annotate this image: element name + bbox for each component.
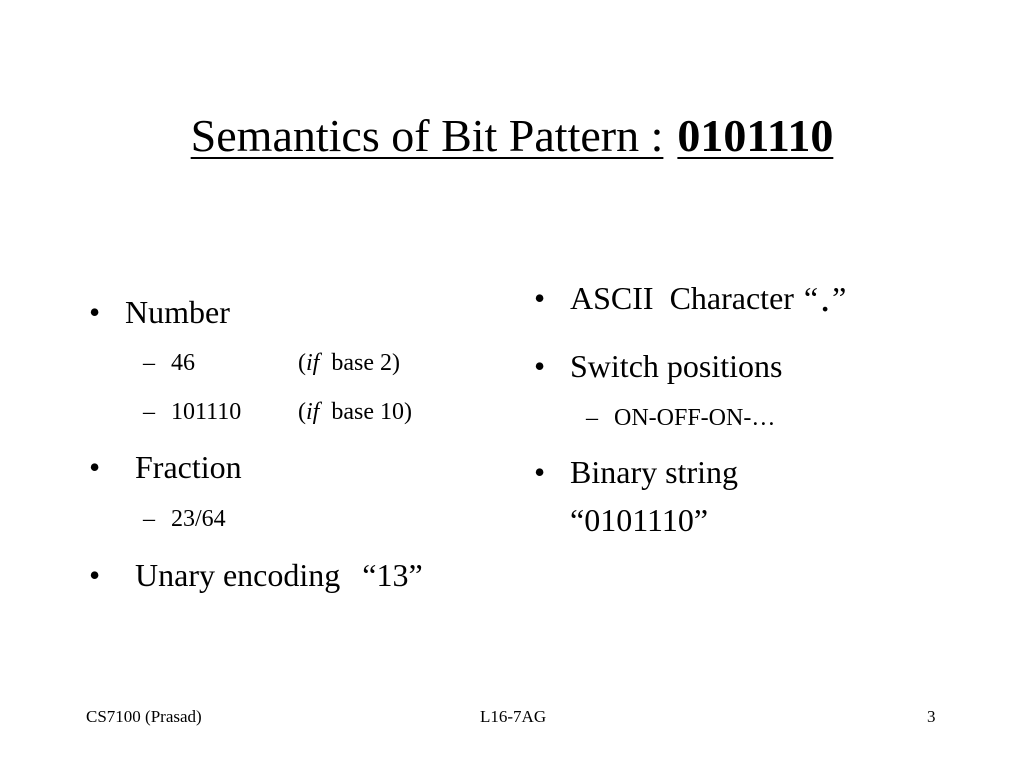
sub-item-switch: [586, 403, 776, 433]
bullet-label: Number: [125, 294, 230, 330]
bullet-marker: •: [534, 348, 546, 384]
quote-close: ”: [832, 280, 847, 316]
sub-item-number-base10: [143, 397, 412, 427]
binary-string-value-line: [570, 500, 708, 540]
title-prefix: Semantics of Bit Pattern :: [190, 110, 664, 161]
title-text: [191, 110, 834, 161]
ascii-value: .: [820, 275, 831, 320]
sub-item-condition: (if base 2): [298, 350, 400, 376]
if-text: if: [306, 350, 320, 376]
dash-marker: –: [586, 405, 598, 431]
quote-open: “: [362, 557, 377, 593]
footer-left: CS7100 (Prasad): [86, 707, 202, 726]
footer-page-number: 3: [927, 707, 936, 726]
footer-center: L16-7AG: [480, 707, 547, 726]
bullet-fraction: [89, 447, 242, 487]
bullet-label: Switch positions: [570, 348, 783, 384]
dash-marker: –: [143, 350, 155, 376]
sub-item-number-base2: [143, 348, 400, 378]
quote-close: ”: [693, 502, 709, 538]
unary-value: 13: [376, 557, 409, 593]
quote-open: “: [803, 280, 819, 316]
sub-item-value: 46: [171, 350, 195, 376]
bullet-marker: •: [89, 557, 101, 593]
bullet-ascii-character: [534, 275, 847, 320]
bullet-unary-encoding: [89, 555, 423, 595]
bullet-marker: •: [89, 294, 101, 330]
slide-title: [0, 108, 1024, 164]
bullet-number: [89, 292, 230, 332]
bullet-binary-string: [534, 452, 738, 492]
dash-marker: –: [143, 399, 155, 425]
bullet-marker: •: [534, 454, 546, 490]
sub-item-fraction: [143, 504, 226, 534]
sub-item-value: 23/64: [171, 506, 226, 532]
quote-close: ”: [408, 557, 423, 593]
sub-item-value: 101110: [171, 399, 242, 425]
bullet-label: Unary encoding: [135, 557, 341, 593]
if-text: if: [306, 399, 320, 425]
bullet-label: Binary string: [570, 454, 738, 490]
sub-item-condition: (if base 10): [298, 399, 412, 425]
bullet-marker: •: [534, 280, 546, 316]
bullet-switch-positions: [534, 346, 783, 386]
dash-marker: –: [143, 506, 155, 532]
sub-item-value: ON-OFF-ON-…: [614, 405, 776, 431]
quote-open: “: [570, 502, 585, 538]
bullet-marker: •: [89, 449, 101, 485]
binary-value: 0101110: [584, 502, 694, 538]
bullet-label: ASCII Character: [570, 280, 794, 316]
title-bit-pattern: 0101110: [677, 110, 834, 161]
bullet-label: Fraction: [135, 449, 242, 485]
